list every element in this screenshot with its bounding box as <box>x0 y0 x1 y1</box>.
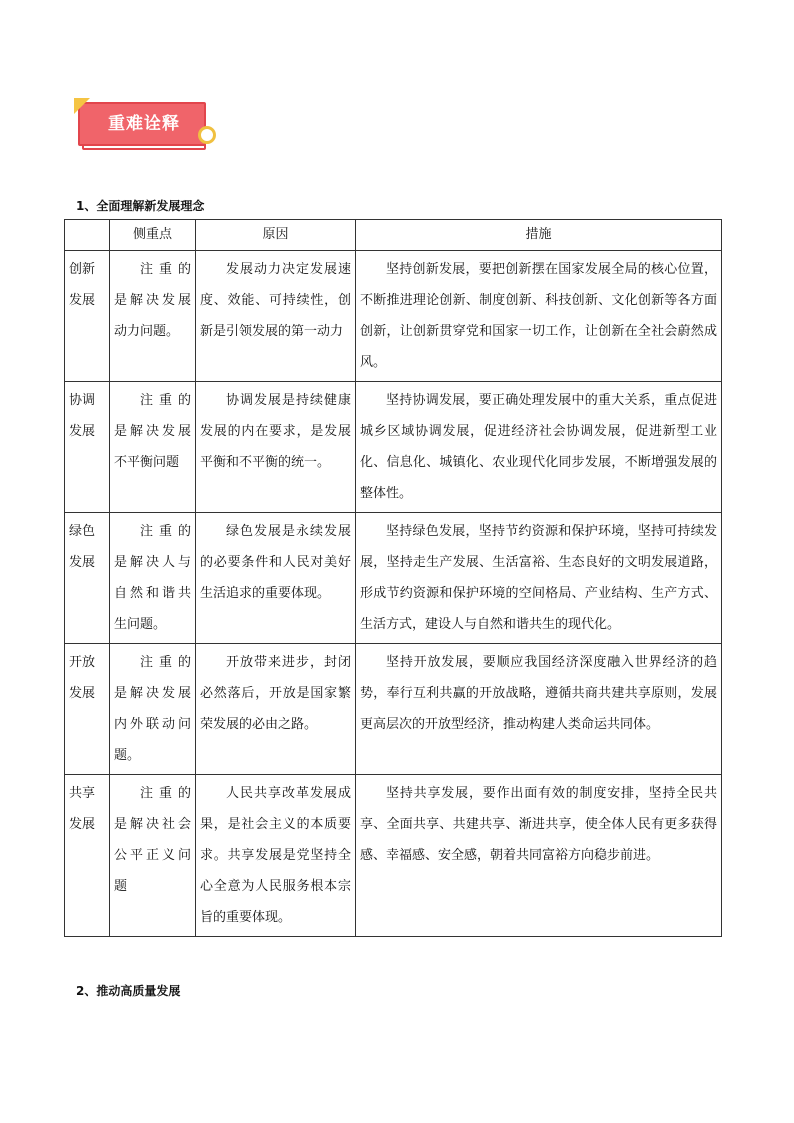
development-concept-table <box>64 219 722 937</box>
focus-cell: 注重的是解决发展动力问题。 <box>110 251 196 382</box>
measure-cell: 坚持绿色发展，坚持节约资源和保护环境，坚持可持续发展，坚持走生产发展、生活富裕、生态良好的文明发展道路，形成节约资源和保护环境的空间格局、产业结构、生产方式、生活方式，建设人与自然和谐共生的现代化。 <box>356 513 722 644</box>
row-name-cell: 开放发展 <box>65 644 110 775</box>
table-header-cell <box>65 220 110 251</box>
focus-cell: 注重的是解决人与自然和谐共生问题。 <box>110 513 196 644</box>
row-name-cell: 协调发展 <box>65 382 110 513</box>
table-header-cell: 原因 <box>196 220 356 251</box>
table-header-cell: 侧重点 <box>110 220 196 251</box>
measure-cell: 坚持共享发展，要作出面有效的制度安排，坚持全民共享、全面共享、共建共享、渐进共享，使全体人民有更多获得感、幸福感、安全感，朝着共同富裕方向稳步前进。 <box>356 775 722 937</box>
focus-cell: 注重的是解决发展不平衡问题 <box>110 382 196 513</box>
focus-cell: 注重的是解决社会公平正义问题 <box>110 775 196 937</box>
section-banner <box>74 98 214 152</box>
section-heading-1: 1、全面理解新发展理念 <box>76 199 205 213</box>
row-name-cell: 绿色发展 <box>65 513 110 644</box>
table-header-row <box>65 220 722 251</box>
reason-cell: 绿色发展是永续发展的必要条件和人民对美好生活追求的重要体现。 <box>196 513 356 644</box>
measure-cell: 坚持开放发展，要顺应我国经济深度融入世界经济的趋势，奉行互利共赢的开放战略，遵循共商共建共享原则，发展更高层次的开放型经济，推动构建人类命运共同体。 <box>356 644 722 775</box>
reason-cell: 协调发展是持续健康发展的内在要求，是发展平衡和不平衡的统一。 <box>196 382 356 513</box>
table-header-cell: 措施 <box>356 220 722 251</box>
reason-cell: 发展动力决定发展速度、效能、可持续性，创新是引领发展的第一动力 <box>196 251 356 382</box>
reason-cell: 人民共享改革发展成果，是社会主义的本质要求。共享发展是党坚持全心全意为人民服务根本宗旨的重要体现。 <box>196 775 356 937</box>
table-row <box>65 775 722 937</box>
banner-ring-icon <box>198 126 216 144</box>
section-heading-2: 2、推动高质量发展 <box>76 984 181 998</box>
table-row <box>65 644 722 775</box>
focus-cell: 注重的是解决发展内外联动问题。 <box>110 644 196 775</box>
measure-cell: 坚持协调发展，要正确处理发展中的重大关系，重点促进城乡区域协调发展，促进经济社会协调发展，促进新型工业化、信息化、城镇化、农业现代化同步发展，不断增强发展的整体性。 <box>356 382 722 513</box>
row-name-cell: 共享发展 <box>65 775 110 937</box>
table-row <box>65 251 722 382</box>
table-row <box>65 382 722 513</box>
table-row <box>65 513 722 644</box>
row-name-cell: 创新发展 <box>65 251 110 382</box>
reason-cell: 开放带来进步，封闭必然落后，开放是国家繁荣发展的必由之路。 <box>196 644 356 775</box>
banner-box <box>78 102 206 146</box>
banner-title: 重难诠释 <box>108 114 180 134</box>
banner-corner-triangle-icon <box>74 98 90 114</box>
measure-cell: 坚持创新发展，要把创新摆在国家发展全局的核心位置，不断推进理论创新、制度创新、科技创新、文化创新等各方面创新，让创新贯穿党和国家一切工作，让创新在全社会蔚然成风。 <box>356 251 722 382</box>
